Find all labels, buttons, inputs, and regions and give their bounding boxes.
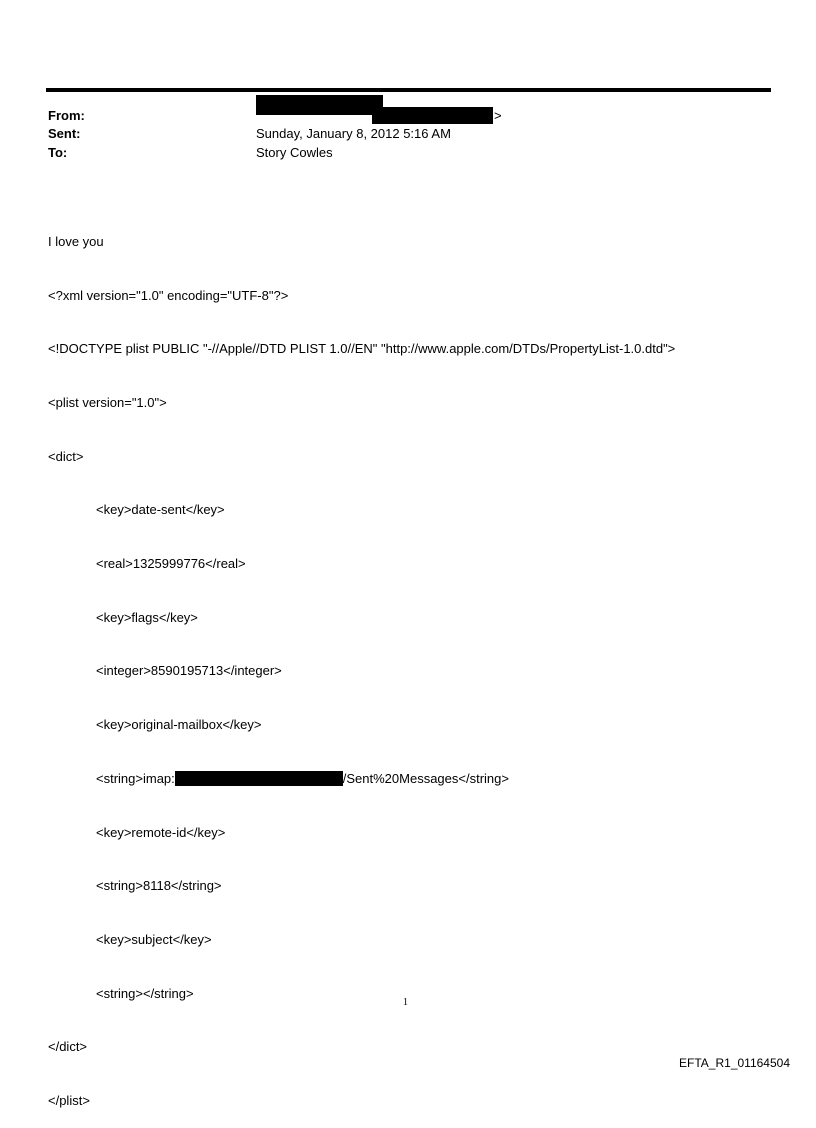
imap-prefix: <string>imap: — [96, 770, 175, 786]
to-value: Story Cowles — [256, 145, 333, 160]
body-line: I love you — [48, 233, 104, 249]
page-number: 1 — [403, 997, 408, 1008]
body-line: <key>subject</key> — [96, 931, 212, 947]
redacted-mailbox-host — [175, 771, 343, 786]
body-line: <string>8118</string> — [96, 878, 222, 894]
to-label: To: — [48, 145, 68, 160]
imap-suffix: /Sent%20Messages</string> — [342, 770, 509, 786]
body-line: <real>1325999776</real> — [96, 556, 246, 572]
body-line: <key>original-mailbox</key> — [96, 717, 262, 733]
redacted-sender-name — [256, 95, 383, 115]
body-line: <!DOCTYPE plist PUBLIC "-//Apple//DTD PLIST 1.0//EN" "http://www.apple.com/DTDs/PropertyList-1.0.dtd"> — [48, 341, 676, 357]
bates-number: EFTA_R1_01164504 — [679, 1056, 790, 1070]
body-line: <string></string> — [96, 985, 194, 1001]
body-line: </dict> — [48, 1039, 88, 1055]
body-line: <key>remote-id</key> — [96, 824, 226, 840]
body-line: <?xml version="1.0" encoding="UTF-8"?> — [48, 287, 289, 303]
body-line: </plist> — [48, 1093, 90, 1109]
body-line: <dict> — [48, 448, 84, 464]
header-rule — [46, 88, 771, 92]
body-line: <plist version="1.0"> — [48, 394, 167, 410]
body-line: <integer>8590195713</integer> — [96, 663, 282, 679]
body-line: <key>flags</key> — [96, 609, 198, 625]
body-line-redacted — [48, 770, 675, 788]
sent-value: Sunday, January 8, 2012 5:16 AM — [256, 126, 451, 141]
body-line: <key>date-sent</key> — [96, 502, 225, 518]
from-suffix: > — [494, 108, 502, 123]
message-body — [48, 197, 675, 1128]
redacted-sender-email — [372, 107, 493, 124]
sent-label: Sent: — [48, 126, 81, 141]
from-label: From: — [48, 108, 85, 123]
